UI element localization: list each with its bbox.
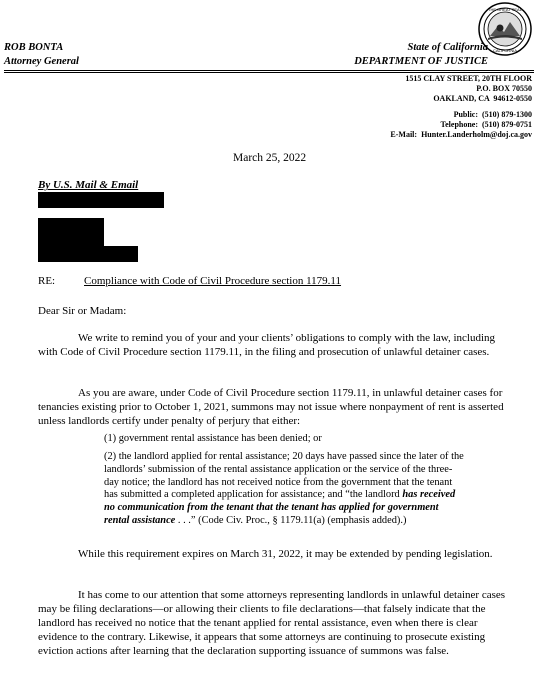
quote-item-2 [104, 451, 464, 528]
letter-date: March 25, 2022 [233, 152, 307, 164]
svg-text:THE GREAT SEAL: THE GREAT SEAL [488, 7, 522, 12]
header-divider [4, 70, 534, 71]
attorney-general-title: Attorney General [4, 56, 79, 67]
email: E-Mail: Hunter.Landerholm@doj.ca.gov [390, 130, 532, 140]
state-name: State of California [407, 42, 488, 53]
attorney-general-name: ROB BONTA [4, 42, 64, 53]
re-subject: Compliance with Code of Civil Procedure section 1179.11 [84, 275, 342, 287]
salutation: Dear Sir or Madam: [38, 305, 127, 317]
re-label: RE: [38, 275, 56, 287]
quote-emphasis: has received no communication from the tenant that the tenant has applied for government rental assistance [104, 489, 456, 526]
address-line-3: OAKLAND, CA 94612-0550 [433, 94, 532, 104]
redaction-block [38, 218, 104, 248]
redaction-block [38, 246, 138, 262]
paragraph-2: As you are aware, under Code of Civil Procedure section 1179.11, in unlawful detainer cases for tenancies existing prior to October 1, 2021, summons may not issue where nonpayment of rent is asserted unless landlords certify under penalty of perjury that either: [38, 387, 504, 427]
quote-item-2-text: (2) the landlord applied for rental assistance; 20 days have passed since the later of the landlords’ submission of the rental assistance application or the service of the three-day notice; the landlord has not received notice from the government that the tenant has submitted a completed application for assistance; and “the landlord [104, 451, 464, 501]
delivery-method: By U.S. Mail & Email [38, 179, 139, 191]
paragraph-3: While this requirement expires on March 31, 2022, it may be extended by pending legislation. [78, 548, 493, 560]
svg-text:CALIFORNIA: CALIFORNIA [492, 48, 518, 53]
paragraph-1: We write to remind you of your and your clients’ obligations to comply with the law, including with Code of Civil Procedure section 1179.11, in the filing and prosecution of unlawful detainer cases. [38, 332, 496, 358]
address-line-2: P.O. BOX 70550 [476, 84, 532, 94]
department-name: DEPARTMENT OF JUSTICE [354, 56, 488, 67]
quote-citation: . . .” (Code Civ. Proc., § 1179.11(a) (emphasis added).) [175, 514, 407, 526]
public-phone: Public: (510) 879-1300 [453, 109, 532, 119]
address-block [390, 74, 532, 140]
address-line-1: 1515 CLAY STREET, 20TH FLOOR [405, 74, 532, 83]
header-divider-2 [4, 72, 534, 73]
redaction-block [38, 192, 164, 208]
paragraph-4: It has come to our attention that some attorneys representing landlords in unlawful detainer cases may be filing declarations—or allowing their clients to file declarations—that falsely indicate that the landlord has received no notice that the tenant applied for rental assistance, even when there is clear evidence to the contrary. Likewise, it appears that some attorneys are continuing to prosecute existing eviction actions after learning that the declaration supporting issuance of summons was false. [38, 589, 506, 657]
telephone: Telephone: (510) 879-0751 [440, 119, 532, 129]
quote-item-1: (1) government rental assistance has been denied; or [104, 433, 322, 444]
